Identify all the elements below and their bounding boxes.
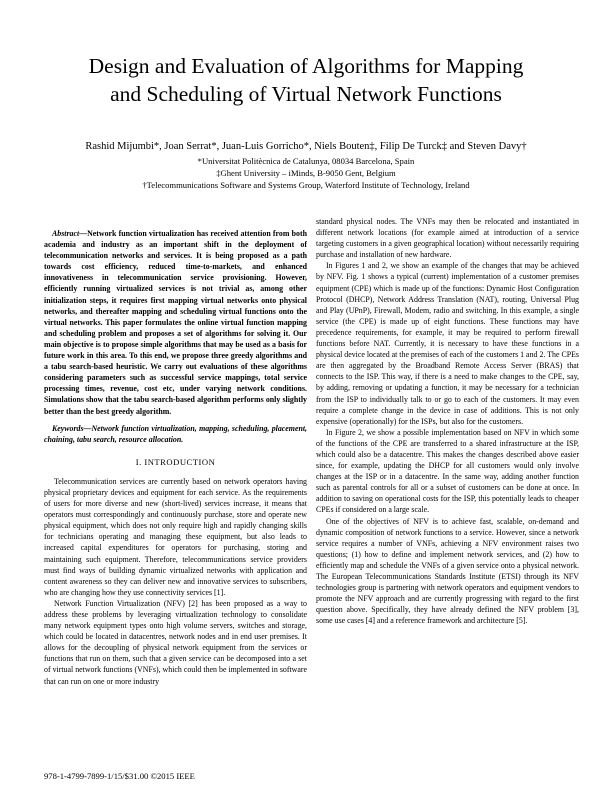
right-paragraph-2: In Figures 1 and 2, we show an example of the changes that may be achieved by NFV. Fig. 1 shows a typical (current) implementation of a customer premises equipment (CPE) which is made up of the functions: Dynamic Host Configuration Protocol (DHCP), Network Address Translation (NAT), routing, Universal Plug and Play (UPnP), Firewall, Modem, radio and switching. In this example, a single service (the CPE) is made up of eight functions. These functions may have precedence requirements, for example, it may be required to perform firewall functions before NAT. Currently, it is necessary to have these functions in a physical device located at the premises of each of the customers 1 and 2. The CPEs are then aggregated by the Broadband Remote Access Server (BRAS) that connects to the ISP. This way, if there is a need to make changes to the CPE, say, by adding, removing or updating a function, it may be necessary for a technician from the ISP to individually talk to or go to each of the customers. It may even require a complete change in the device in case of additions. This is not only expensive (operationally) for the ISPs, but also for the customers. — [316, 261, 579, 426]
title-line-2: and Scheduling of Virtual Network Functions — [110, 82, 502, 106]
keywords: Keywords—Network function virtualization, mapping, scheduling, placement, chaining, tabu search, resource allocation. — [44, 423, 307, 444]
abstract-label: Abstract — [52, 229, 80, 238]
abstract — [44, 228, 307, 417]
section-heading-introduction: I. INTRODUCTION — [135, 456, 216, 467]
intro-paragraph-1: Telecommunication services are currently based on network operators having physical proprietary devices and equipment for each service. As the requirements of users for more diverse and new (short-lived) services increase, it means that operators must correspondingly and continuously purchase, store and operate new physical equipment, which does not only require high and rapidly changing skills for technicians operating and managing these equipment, but also leads to increased capital expenditures for operators for purchasing, storing and maintaining such equipment. Therefore, telecommunications service providers must find ways of building dynamic virtualized networks with application and content awareness so they can deliver new and innovative services to subscribers, who are changing how they use connectivity services [1]. — [44, 476, 307, 597]
right-paragraph-3: In Figure 2, we show a possible implementation based on NFV in which some of the functions of the CPE are transferred to a shared infrastructure at the ISP, which could also be a datacentre. This makes the changes described above easier since, for example, updating the DHCP for all customers would only involve changes at the ISP or in a datacentre. In the same way, adding another function such as parental controls for all or a subset of customers can be done at once. In addition to saving on operational costs for the ISP, this potentially leads to cheaper CPEs if considered on a large scale. — [316, 427, 579, 515]
copyright-footer: 978-1-4799-7899-1/15/$31.00 ©2015 IEEE — [44, 771, 195, 781]
affiliation-waterford: †Telecommunications Software and Systems Group, Waterford Institute of Technology, Ireland — [142, 180, 470, 190]
left-column — [44, 228, 307, 776]
affiliations — [30, 155, 582, 191]
right-paragraph-1: standard physical nodes. The VNFs may then be relocated and instantiated in different network locations (for example aimed at introduction of a service targeting customers in a given geographical location) without necessarily requiring purchase and installation of new hardware. — [316, 217, 579, 260]
affiliation-upc: *Universitat Politècnica de Catalunya, 08034 Barcelona, Spain — [197, 156, 415, 166]
author-list: Rashid Mijumbi*, Joan Serrat*, Juan-Luis Gorricho*, Niels Bouten‡, Filip De Turck‡ and Steven Davy† — [85, 141, 527, 152]
title-line-1: Design and Evaluation of Algorithms for Mapping — [88, 54, 524, 78]
right-paragraph-4: One of the objectives of NFV is to achieve fast, scalable, on-demand and dynamic composition of network functions to a service. However, since a network service requires a number of VNFs, achieving a NFV environment raises two questions; (1) how to define and implement network services, and (2) how to efficiently map and schedule the VNFs of a given service onto a physical network. The European Telecommunications Standards Institute (ETSI) through its NFV technologies group is partnering with network operators and equipment vendors to promote the NFV approach and are currently progressing with regard to the first question above. Specifically, they have already defined the NFV problem [3], some use cases [4] and a reference framework and architecture [5]. — [316, 516, 579, 626]
paper-title — [40, 52, 572, 108]
right-column — [316, 216, 579, 776]
abstract-text: —Network function virtualization has received attention from both academia and industry as an important shift in the deployment of telecommunication networks and services. It is being proposed as a path towards cost efficiency, reduced time-to-markets, and enhanced innovativeness in telecommunication service provisioning. However, efficiently running virtualized services is not trivial as, among other initialization steps, it requires first mapping virtual networks onto physical networks, and thereafter mapping and scheduling virtual functions onto the virtual networks. This paper formulates the online virtual function mapping and scheduling problem and proposes a set of algorithms for solving it. Our main objective is to propose simple algorithms that may be used as a basis for future work in this area. To this end, we propose three greedy algorithms and a tabu search-based heuristic. We carry out evaluations of these algorithms considering parameters such as successful service mappings, total service processing times, revenue, cost etc, under varying network conditions. Simulations show that the tabu search-based algorithm performs only slightly better than the best greedy algorithm. — [44, 229, 307, 416]
intro-paragraph-2: Network Function Virtualization (NFV) [2] has been proposed as a way to address these problems by leveraging virtualization technology to consolidate many network equipment types onto high volume servers, switches and storage, which could be located in datacentres, network nodes and in end user premises. It allows for the decoupling of physical network equipment from the services or functions that run on them, such that a given service can be decomposed into a set of virtual network functions (VNFs), which could then be implemented in software that can run on one or more industry — [44, 598, 307, 686]
affiliation-ghent: ‡Ghent University – iMinds, B-9050 Gent, Belgium — [216, 168, 396, 178]
